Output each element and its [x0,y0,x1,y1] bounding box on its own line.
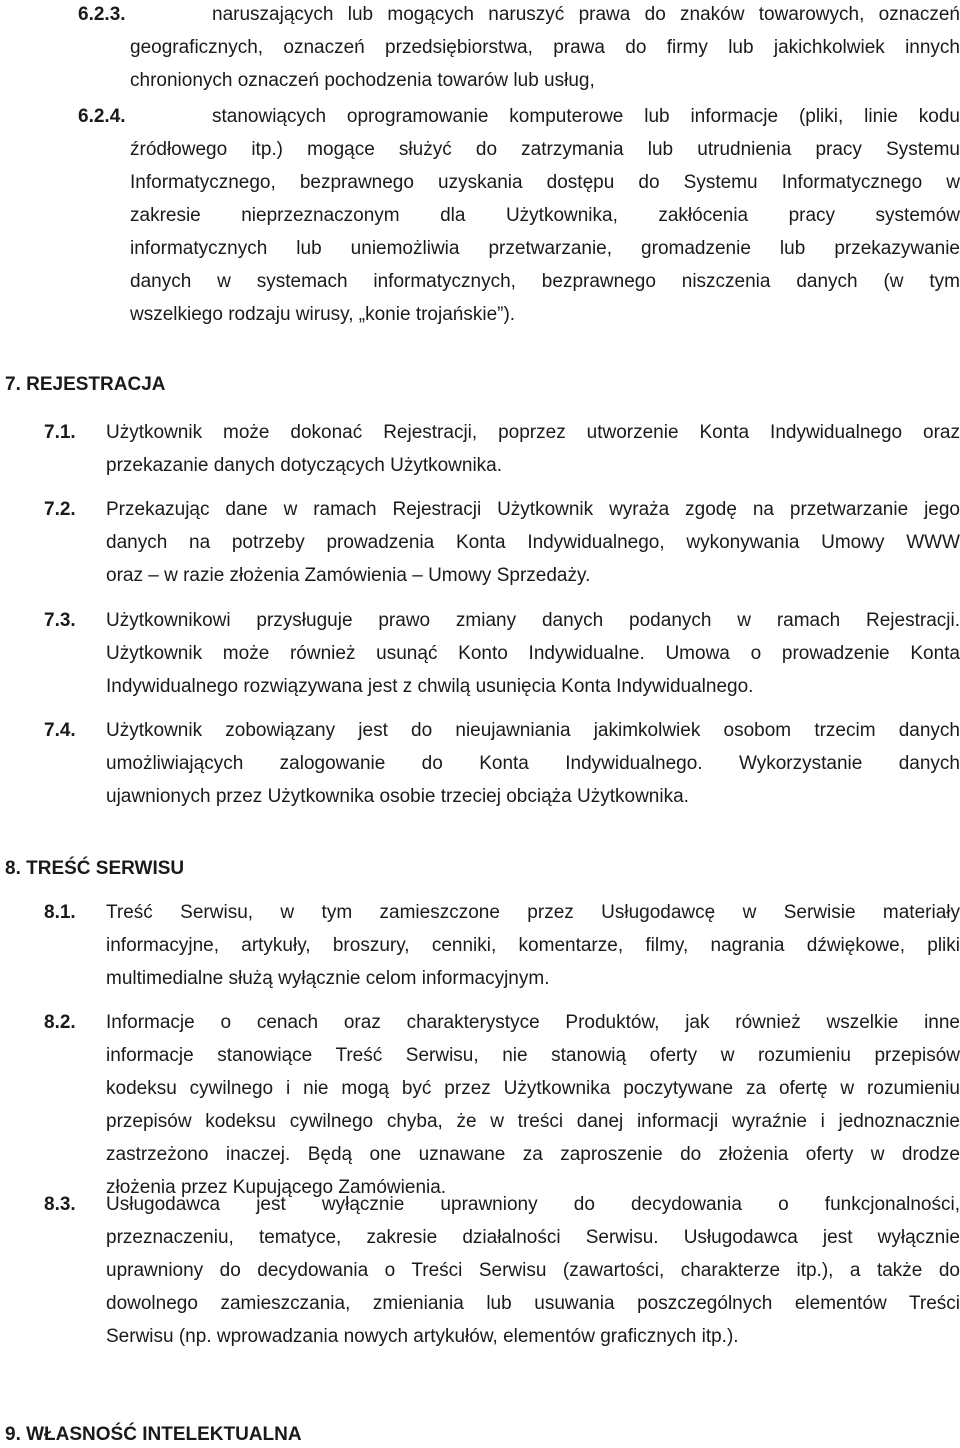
clause-text-line: danych na potrzeby prowadzenia Konta Indywidualnego, wykonywania Umowy WWW [106,532,960,553]
clause-text-line: Użytkownik może dokonać Rejestracji, poprzez utworzenie Konta Indywidualnego oraz [106,422,960,443]
clause-text-line: danych w systemach informatycznych, bezprawnego niszczenia danych (w tym [130,271,960,292]
clause-text-line: kodeksu cywilnego i nie mogą być przez Użytkownika poczytywane za ofertę w rozumieniu [106,1078,960,1099]
clause-text-line: Użytkownik może również usunąć Konto Indywidualne. Umowa o prowadzenie Konta [106,643,960,664]
clause-text-line: Informacje o cenach oraz charakterystyce Produktów, jak również wszelkie inne [106,1012,960,1033]
clause-text-line: przepisów kodeksu cywilnego chyba, że w treści danej informacji wyraźnie i jednoznacznie [106,1111,960,1132]
section-heading: 7. REJESTRACJA [5,374,166,395]
section-heading: 9. WŁASNOŚĆ INTELEKTUALNA [5,1424,302,1445]
clause-text-line: Informatycznego, bezprawnego uzyskania dostępu do Systemu Informatycznego w [130,172,960,193]
clause-text-line: chronionych oznaczeń pochodzenia towarów lub usług, [130,70,595,91]
clause-text-line: geograficznych, oznaczeń przedsiębiorstwa, prawa do firmy lub jakichkolwiek innych [130,37,960,58]
clause-text-line: Serwisu (np. wprowadzania nowych artykułów, elementów graficznych itp.). [106,1326,739,1347]
clause-text-line: multimedialne służą wyłącznie celom informacyjnym. [106,968,550,989]
clause-text-line: złożenia przez Kupującego Zamówienia. [106,1177,447,1198]
clause-text-line: stanowiących oprogramowanie komputerowe lub informacje (pliki, linie kodu [212,106,960,127]
clause-text-line: źródłowego itp.) mogące służyć do zatrzymania lub utrudnienia pracy Systemu [130,139,960,160]
clause-text-line: informatycznych lub uniemożliwia przetwarzanie, gromadzenie lub przekazywanie [130,238,960,259]
clause-text-line: informacyjne, artykuły, broszury, cenniki, komentarze, filmy, nagrania dźwiękowe, pliki [106,935,960,956]
clause-number: 8.3. [44,1194,76,1215]
clause-number: 7.1. [44,422,76,443]
clause-number: 7.3. [44,610,76,631]
clause-text-line: Użytkownik zobowiązany jest do nieujawniania jakimkolwiek osobom trzecim danych [106,720,960,741]
clause-text-line: informacje stanowiące Treść Serwisu, nie stanowią oferty w rozumieniu przepisów [106,1045,960,1066]
clause-text-line: przeznaczeniu, tematyce, zakresie działalności Serwisu. Usługodawca jest wyłącznie [106,1227,960,1248]
clause-text-line: oraz – w razie złożenia Zamówienia – Umowy Sprzedaży. [106,565,591,586]
clause-text-line: Usługodawca jest wyłącznie uprawniony do decydowania o funkcjonalności, [106,1194,960,1215]
clause-text-line: dowolnego zamieszczania, zmieniania lub usuwania poszczególnych elementów Treści [106,1293,960,1314]
clause-text-line: wszelkiego rodzaju wirusy, „konie trojańskie”). [130,304,516,325]
clause-text-line: ujawnionych przez Użytkownika osobie trzeciej obciąża Użytkownika. [106,786,689,807]
clause-text-line: Przekazując dane w ramach Rejestracji Użytkownik wyraża zgodę na przetwarzanie jego [106,499,960,520]
clause-text-line: Treść Serwisu, w tym zamieszczone przez Usługodawcę w Serwisie materiały [106,902,960,923]
clause-text-line: naruszających lub mogących naruszyć prawa do znaków towarowych, oznaczeń [212,4,960,25]
clause-number: 6.2.3. [78,4,126,25]
clause-number: 6.2.4. [78,106,126,127]
clause-text-line: umożliwiających zalogowanie do Konta Indywidualnego. Wykorzystanie danych [106,753,960,774]
clause-number: 8.1. [44,902,76,923]
clause-number: 7.4. [44,720,76,741]
clause-number: 7.2. [44,499,76,520]
clause-text-line: uprawniony do decydowania o Treści Serwisu (zawartości, charakterze itp.), a także do [106,1260,960,1281]
clause-text-line: zakresie nieprzeznaczonym dla Użytkownika, zakłócenia pracy systemów [130,205,960,226]
clause-text-line: zastrzeżono inaczej. Będą one uznawane za zaproszenie do złożenia oferty w drodze [106,1144,960,1165]
clause-number: 8.2. [44,1012,76,1033]
clause-text-line: Indywidualnego rozwiązywana jest z chwilą usunięcia Konta Indywidualnego. [106,676,754,697]
clause-text-line: Użytkownikowi przysługuje prawo zmiany danych podanych w ramach Rejestracji. [106,610,960,631]
section-heading: 8. TREŚĆ SERWISU [5,858,185,879]
clause-text-line: przekazanie danych dotyczących Użytkownika. [106,455,503,476]
